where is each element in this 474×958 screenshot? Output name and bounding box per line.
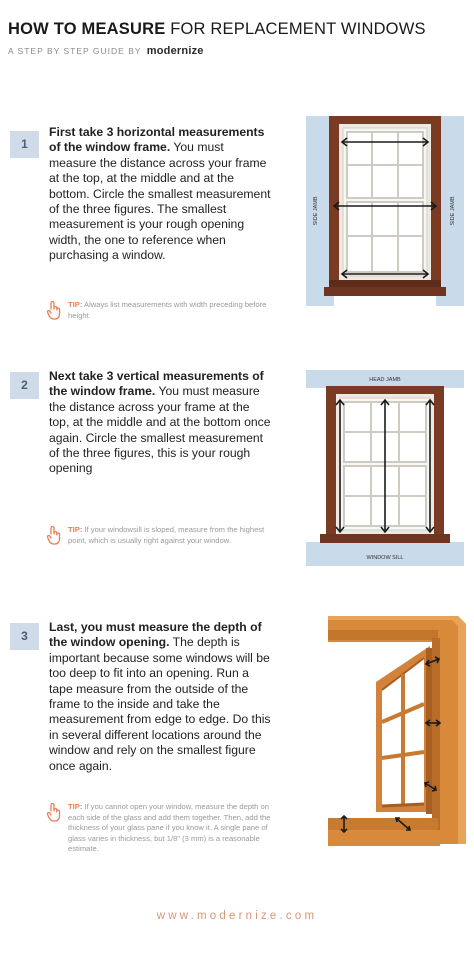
subtitle-text: A STEP BY STEP GUIDE BY (8, 46, 142, 56)
tip-label: TIP: (68, 300, 83, 309)
brand-logo: modernize (146, 45, 204, 57)
page-title (8, 20, 468, 39)
side-jamb-label-right: SIDE JAMB (450, 196, 456, 226)
vertical-measure-illustration (306, 370, 464, 566)
window-sill-label: WINDOW SILL (366, 555, 404, 561)
tip-text: If you cannot open your window, measure the depth on each side of the glass and add them together. Then, add the thickness of your glass pane if you know it. A single pane of glass varies in thickness, but 1/8" (3 mm) is a reasonable estimate. (68, 802, 271, 854)
step-body: The depth is important because some windows will be too deep to fit into an opening. Run a tape measure from the outside of the frame to the inside and take the measurement from edge to edge. Do this in several different locations around the window and rely on the smallest figure once again. (49, 635, 271, 773)
step-description (49, 620, 271, 774)
step-description (49, 369, 271, 477)
pointing-hand-icon (46, 300, 62, 320)
step-number-badge: 1 (10, 131, 39, 158)
title-bold: HOW TO MEASURE (8, 20, 166, 38)
page-header (8, 20, 468, 57)
footer-url[interactable]: www.modernize.com (156, 910, 318, 922)
tip-note (49, 525, 281, 546)
tip-label: TIP: (68, 525, 83, 534)
step-body: You must measure the distance across your frame at the top, at the middle and at the bottom once again. Circle the smallest measurement of the three figures, this is your rough opening (49, 384, 271, 476)
page-subtitle (8, 45, 468, 57)
tip-text: Always list measurements with width preceding before height. (68, 300, 267, 320)
step-body: You must measure the distance across your frame at the top, at the middle and at the bottom. Circle the smallest measurement of the three figures. The smallest measurement is your rough opening width, the one to reference when purchasing a window. (49, 140, 271, 263)
step-heading: Next take 3 vertical measurements of the window frame. (49, 369, 264, 399)
step-description (49, 125, 271, 264)
tip-note (49, 300, 281, 321)
tip-note (49, 802, 281, 855)
step-number-badge: 2 (10, 372, 39, 399)
tip-label: TIP: (68, 802, 83, 811)
pointing-hand-icon (46, 525, 62, 545)
step-heading: First take 3 horizontal measurements of the window frame. (49, 125, 265, 155)
step-number-badge: 3 (10, 623, 39, 650)
depth-measure-illustration (326, 612, 468, 848)
head-jamb-label: HEAD JAMB (369, 377, 401, 383)
side-jamb-label-left: SIDE JAMB (313, 196, 319, 226)
title-rest: FOR REPLACEMENT WINDOWS (170, 20, 426, 38)
horizontal-measure-illustration (306, 116, 464, 306)
pointing-hand-icon (46, 802, 62, 822)
tip-text: If your windowsill is sloped, measure from the highest point, which is usually right against your window. (68, 525, 265, 545)
step-heading: Last, you must measure the depth of the window opening. (49, 620, 262, 650)
